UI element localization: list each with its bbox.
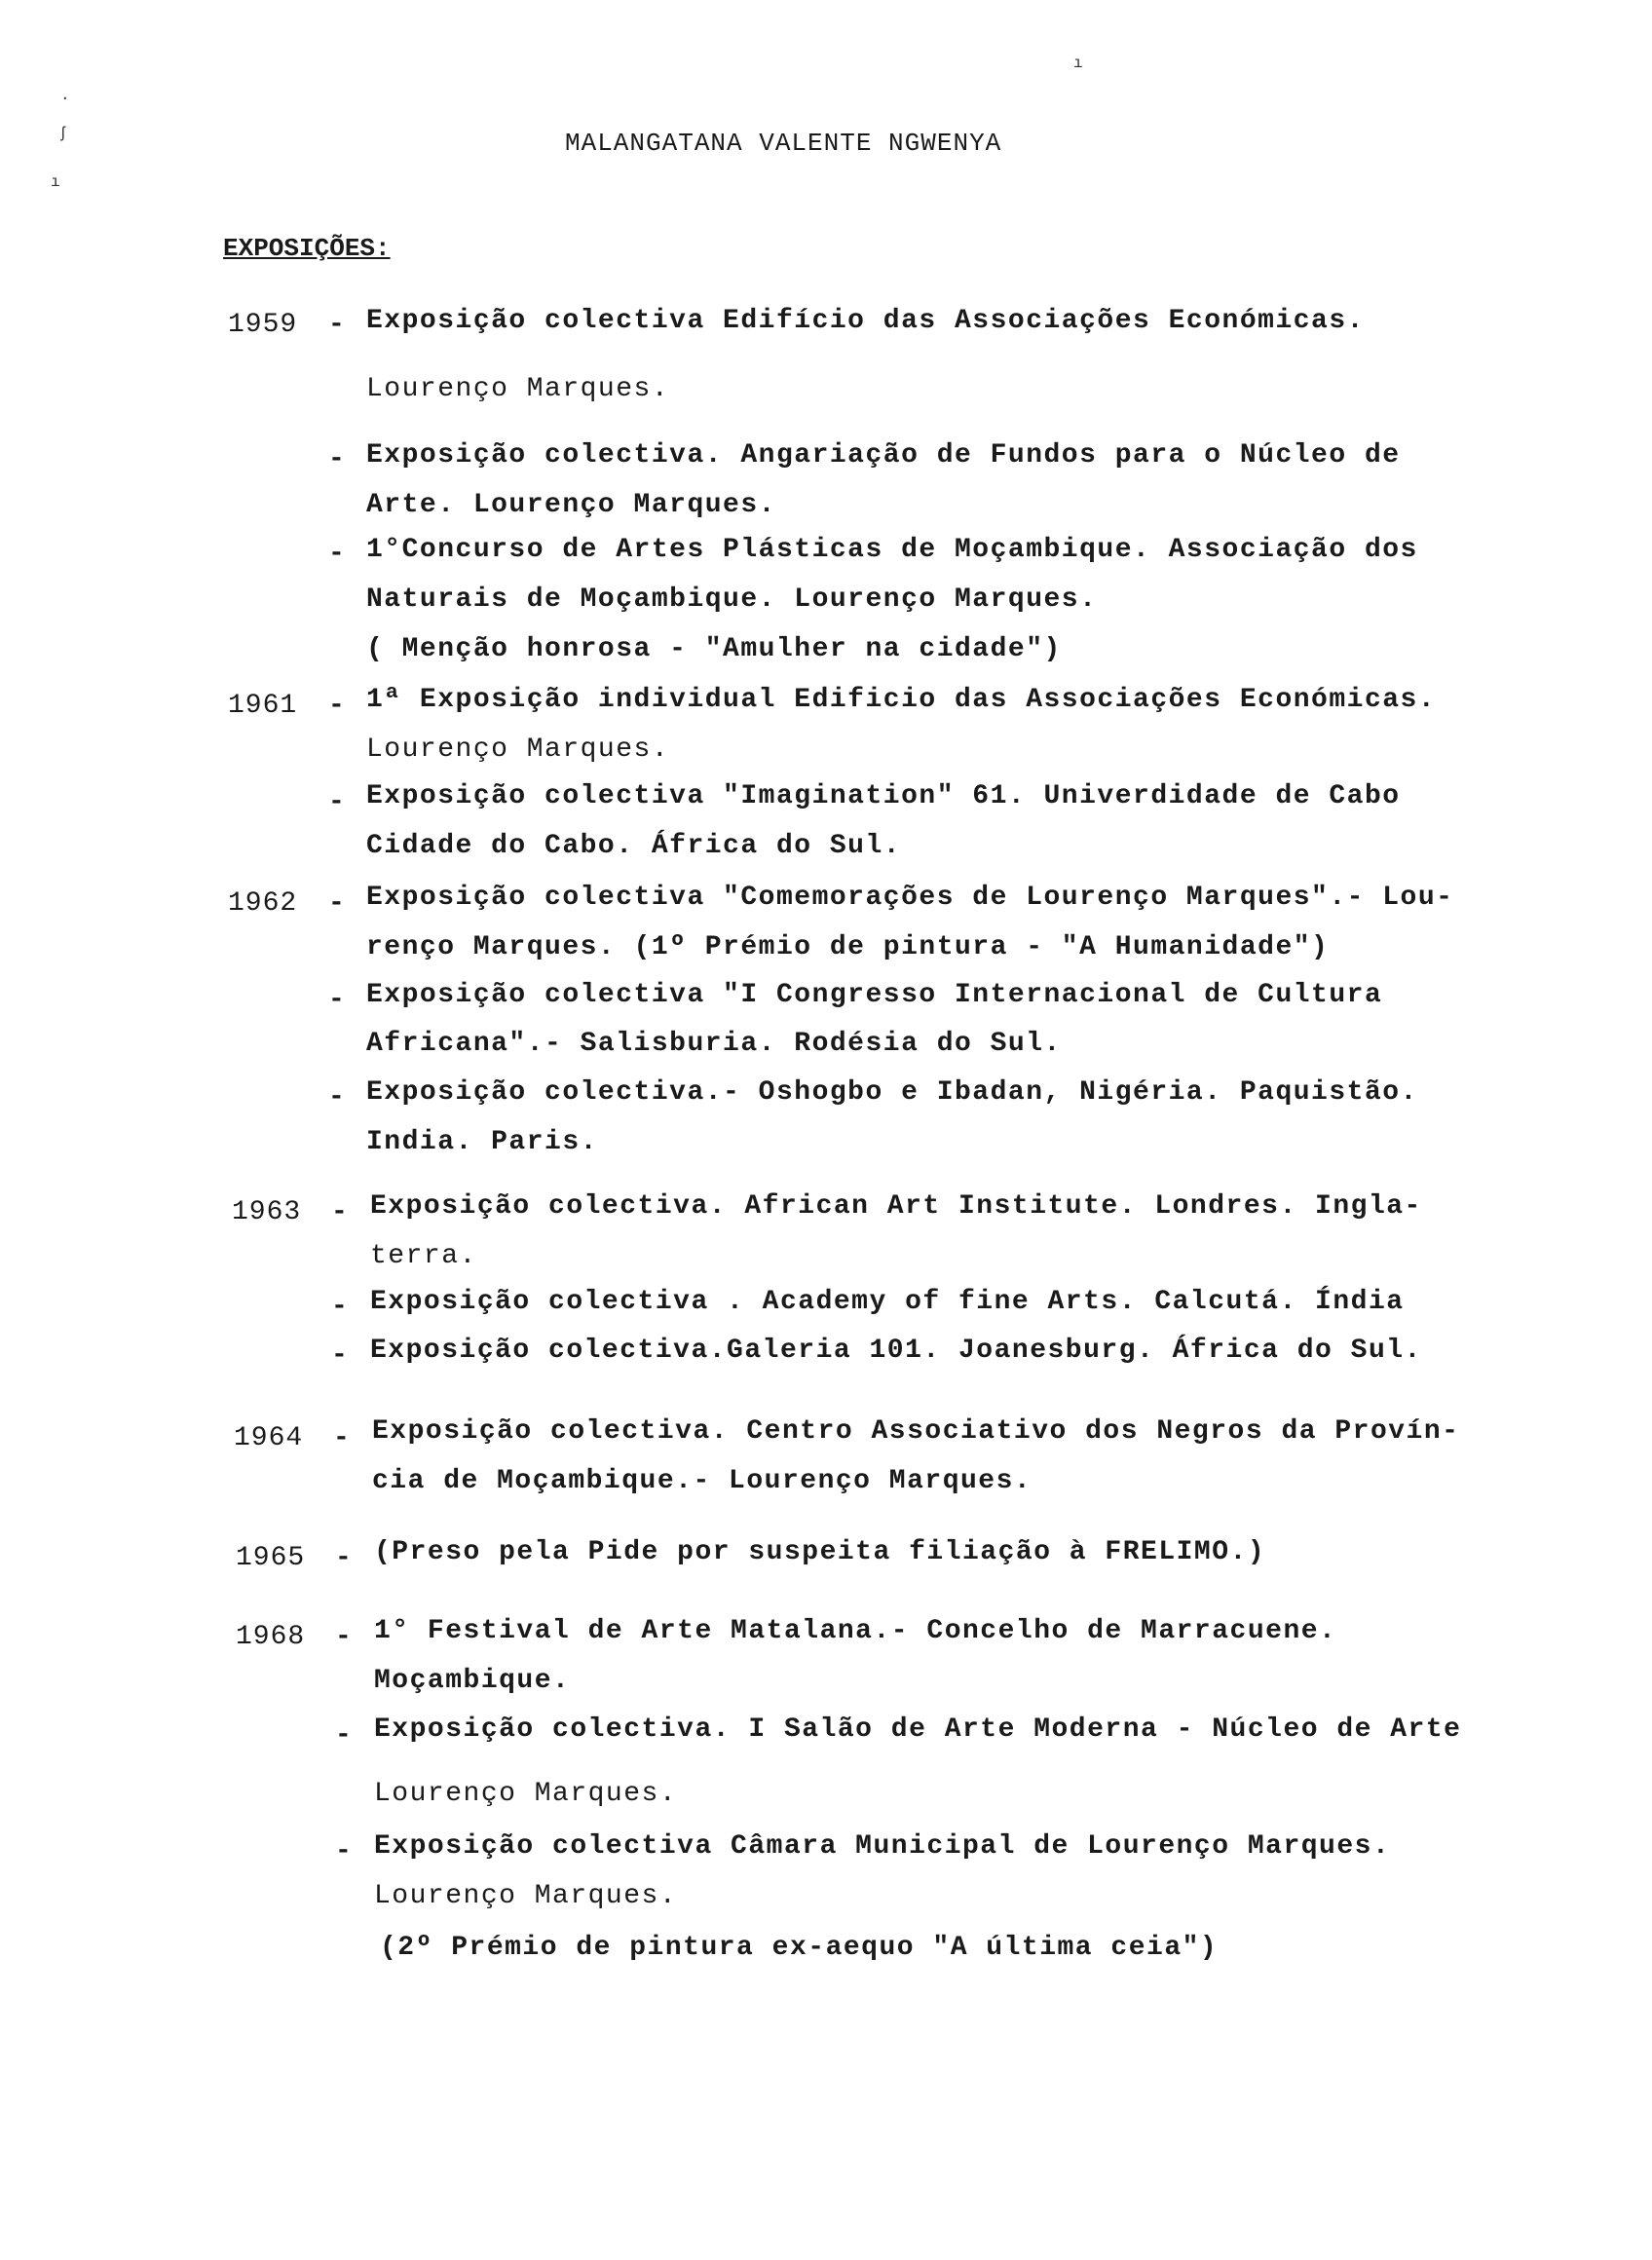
entry-line: 1°Concurso de Artes Plásticas de Moçambique. Associação dos	[366, 535, 1418, 565]
entry-line: Exposição colectiva. African Art Institute. Londres. Ingla-	[370, 1191, 1422, 1222]
entry-dash: -	[328, 691, 345, 721]
entry-line: ( Menção honrosa - "Amulher na cidade")	[366, 634, 1062, 664]
entry-line: Africana".- Salisburia. Rodésia do Sul.	[366, 1029, 1062, 1059]
entry-year: 1963	[232, 1197, 302, 1227]
entry-line: Lourenço Marques.	[374, 1881, 678, 1911]
entry-line: Lourenço Marques.	[366, 374, 670, 404]
entry-dash: -	[328, 1082, 345, 1112]
entry-line: renço Marques. (1º Prémio de pintura - "A Humanidade")	[366, 932, 1330, 962]
entry-line: Moçambique.	[374, 1666, 571, 1696]
entry-dash: -	[335, 1543, 352, 1573]
entry-dash: -	[331, 1292, 348, 1322]
entry-dash: -	[331, 1197, 348, 1227]
entry-line: Cidade do Cabo. África do Sul.	[366, 831, 902, 861]
entry-line: Arte. Lourenço Marques.	[366, 490, 776, 520]
entry-year: 1968	[236, 1622, 306, 1652]
entry-line: (Preso pela Pide por suspeita filiação à FRELIMO.)	[374, 1537, 1266, 1567]
document-title: MALANGATANA VALENTE NGWENYA	[565, 129, 1002, 158]
entry-dash: -	[328, 985, 345, 1015]
section-heading: EXPOSIÇÕES:	[223, 234, 391, 263]
entry-line: India. Paris.	[366, 1127, 598, 1157]
entry-dash: -	[335, 1720, 352, 1751]
scan-mark: ı	[1073, 55, 1083, 72]
entry-line: Naturais de Moçambique. Lourenço Marques.	[366, 584, 1098, 615]
entry-year: 1961	[228, 691, 298, 721]
entry-line: Exposição colectiva. Centro Associativo dos Negros da Provín-	[372, 1416, 1460, 1447]
entry-line: Exposição colectiva.- Oshogbo e Ibadan, Nigéria. Paquistão.	[366, 1077, 1418, 1108]
entry-year: 1959	[228, 310, 298, 340]
entry-line: 1° Festival de Arte Matalana.- Concelho de Marracuene.	[374, 1616, 1337, 1646]
entry-dash: -	[335, 1622, 352, 1652]
entry-line: Lourenço Marques.	[366, 734, 670, 765]
entry-line: Exposição colectiva "I Congresso Internacional de Cultura	[366, 980, 1383, 1010]
entry-dash: -	[333, 1423, 350, 1453]
scan-mark: ʃ	[58, 125, 68, 142]
entry-dash: -	[328, 888, 345, 919]
entry-line: Exposição colectiva . Academy of fine Arts. Calcutá. Índia	[370, 1287, 1405, 1317]
entry-line: Exposição colectiva. Angariação de Fundos para o Núcleo de	[366, 440, 1401, 471]
entry-dash: -	[331, 1340, 348, 1371]
entry-dash: -	[335, 1836, 352, 1866]
entry-line: cia de Moçambique.- Lourenço Marques.	[372, 1466, 1032, 1496]
entry-dash: -	[328, 539, 345, 569]
entry-dash: -	[328, 310, 345, 340]
entry-dash: -	[328, 444, 345, 474]
entry-line: Exposição colectiva Edifício das Associações Económicas.	[366, 306, 1365, 336]
entry-year: 1965	[236, 1543, 306, 1573]
entry-line: Exposição colectiva.Galeria 101. Joanesburg. África do Sul.	[370, 1336, 1422, 1366]
entry-line: (2º Prémio de pintura ex-aequo "A última ceia")	[380, 1933, 1219, 1963]
entry-year: 1962	[228, 888, 298, 919]
entry-line: Exposição colectiva "Comemorações de Lourenço Marques".- Lou-	[366, 883, 1454, 913]
entry-line: Exposição colectiva. I Salão de Arte Moderna - Núcleo de Arte	[374, 1714, 1462, 1745]
scan-mark: ·	[60, 90, 70, 107]
entry-line: terra.	[370, 1241, 477, 1271]
scan-mark: ı	[51, 173, 60, 191]
entry-line: Exposição colectiva "Imagination" 61. Univerdidade de Cabo	[366, 781, 1401, 811]
entry-year: 1964	[234, 1423, 304, 1453]
entry-dash: -	[328, 787, 345, 817]
entry-line: 1ª Exposição individual Edificio das Associações Económicas.	[366, 685, 1437, 715]
entry-line: Lourenço Marques.	[374, 1779, 678, 1809]
entry-line: Exposição colectiva Câmara Municipal de Lourenço Marques.	[374, 1831, 1391, 1862]
